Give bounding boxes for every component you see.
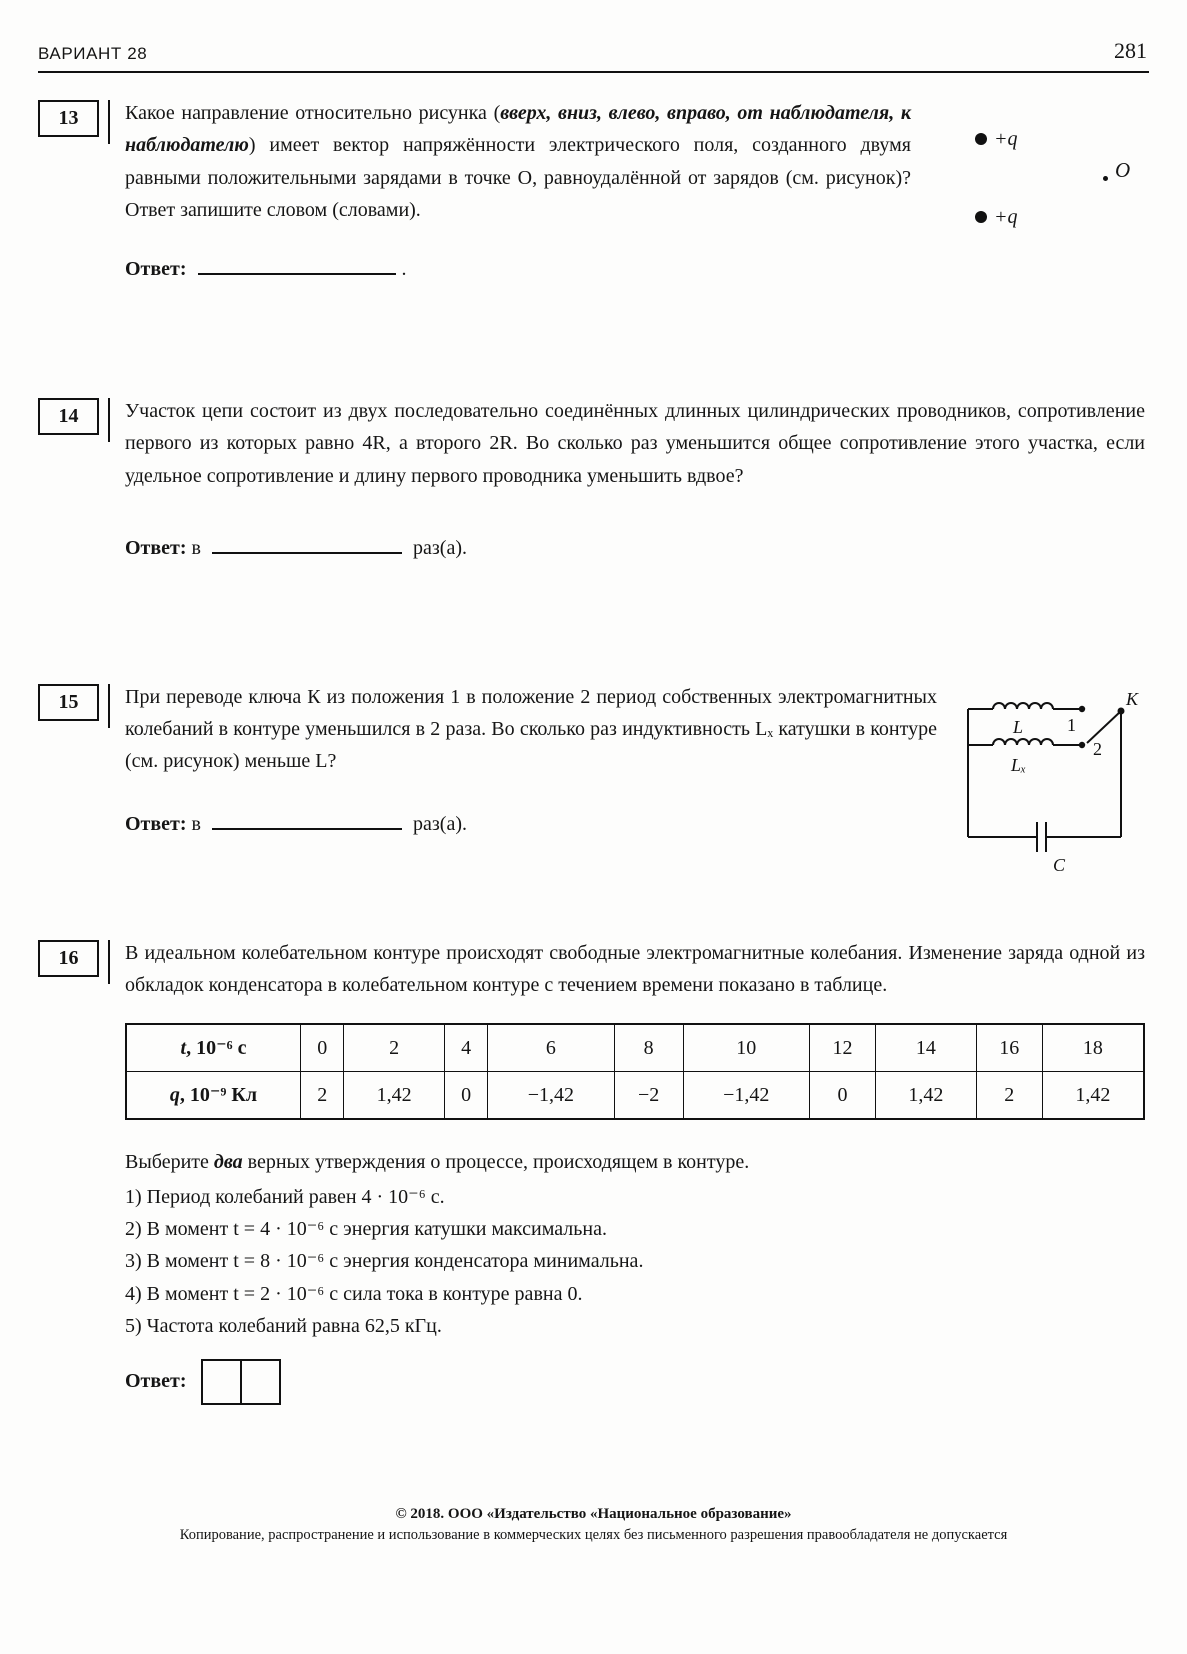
choose-instruction xyxy=(125,1146,1145,1178)
table-cell: 2 xyxy=(344,1024,444,1072)
table-cell: −1,42 xyxy=(488,1072,614,1120)
table-cell: 2 xyxy=(976,1072,1042,1120)
answer-label: Ответ: xyxy=(125,537,187,560)
problem-14-body xyxy=(125,395,1145,565)
charge-top-label: +q xyxy=(994,128,1018,150)
switch-pivot-dot xyxy=(1118,707,1125,714)
page-header xyxy=(0,0,1187,64)
statement-3: 3) В момент t = 8 · 10⁻⁶ с энергия конденсатора минимальна. xyxy=(125,1250,644,1273)
problem-13-body xyxy=(125,97,1145,285)
page-number: 281 xyxy=(1114,38,1147,63)
problem-16-tick xyxy=(108,940,110,984)
label-coil-Lx: Lₓ xyxy=(1011,754,1027,775)
table-cell: 4 xyxy=(444,1024,487,1072)
table-cell: 2 xyxy=(301,1072,344,1120)
circuit-svg xyxy=(953,679,1145,877)
table-cell: 1,42 xyxy=(1042,1072,1144,1120)
problem-15-text: При переводе ключа К из положения 1 в положение 2 период собственных электромагнитных колебаний в контуре уменьшился в 2 раза. Во сколько раз индуктивность Lₓ катушки в контуре (см. рисунок) меньше L? xyxy=(125,685,937,773)
table-row-charge xyxy=(126,1072,1144,1120)
point-o-label: O xyxy=(1115,158,1131,182)
problem-16 xyxy=(0,937,1187,1405)
problem-16-body xyxy=(125,937,1145,1405)
problem-15-tick xyxy=(108,684,110,728)
table-cell: 16 xyxy=(976,1024,1042,1072)
time-unit: , 10⁻⁶ с xyxy=(186,1037,247,1060)
problem-13-figure xyxy=(925,101,1145,239)
problem-14-tick xyxy=(108,398,110,442)
problem-13 xyxy=(0,97,1187,285)
charge-time-table xyxy=(125,1023,1145,1120)
problem-16-text: В идеальном колебательном контуре происходят свободные электромагнитные колебания. Изменение заряда одной из обкладок конденсатора в колебательном контуре с течением времени показано в таблице. xyxy=(125,941,1145,996)
problem-16-number-col xyxy=(38,937,125,1405)
problem-16-answer xyxy=(125,1359,1145,1405)
statement-2: 2) В момент t = 4 · 10⁻⁶ с энергия катушки максимальна. xyxy=(125,1218,607,1241)
label-key-K: K xyxy=(1126,688,1139,709)
problem-14 xyxy=(0,395,1187,565)
contact-2-dot xyxy=(1079,741,1085,747)
problem-14-number: 14 xyxy=(38,398,99,435)
table-cell: −1,42 xyxy=(683,1072,809,1120)
problem-13-text-end: ) имеет вектор напряжённости электрического поля, созданного двумя равными положительными зарядами в точке О, равноудалённой от зарядов (см. рисунок)? Ответ запишите словом (словами). xyxy=(125,134,911,222)
statement-4: 4) В момент t = 2 · 10⁻⁶ с сила тока в контуре равна 0. xyxy=(125,1282,583,1305)
problem-15-body xyxy=(125,681,1145,879)
table-cell: 12 xyxy=(809,1024,875,1072)
statement-1: 1) Период колебаний равен 4 · 10⁻⁶ с. xyxy=(125,1185,445,1208)
problem-13-answer xyxy=(125,253,1145,285)
answer-suffix: раз(а). xyxy=(413,537,467,560)
statement-5: 5) Частота колебаний равна 62,5 кГц. xyxy=(125,1315,442,1338)
charge-bottom xyxy=(975,201,1018,233)
table-cell: 10 xyxy=(683,1024,809,1072)
problem-13-number-col xyxy=(38,97,125,285)
problem-14-number-col xyxy=(38,395,125,565)
table-cell: −2 xyxy=(614,1072,683,1120)
charge-dot-icon xyxy=(975,211,987,223)
coil-L-icon xyxy=(993,703,1053,709)
label-coil-L: L xyxy=(1013,716,1024,737)
answer-blank-13[interactable] xyxy=(198,255,396,275)
charge-dot-icon xyxy=(975,133,987,145)
answer-prep: в xyxy=(191,537,201,560)
table-cell: 0 xyxy=(301,1024,344,1072)
table-cell: 18 xyxy=(1042,1024,1144,1072)
point-o xyxy=(1103,153,1130,187)
problem-13-number: 13 xyxy=(38,100,99,137)
problem-13-text-emphasis: вверх, вниз, влево, вправо, от наблюдателя, к наблюдателю xyxy=(125,102,911,157)
problem-13-tick xyxy=(108,100,110,144)
table-cell: 14 xyxy=(876,1024,976,1072)
variant-label: ВАРИАНТ 28 xyxy=(38,44,148,63)
choose-start: Выберите xyxy=(125,1151,214,1174)
answer-period: . xyxy=(401,257,407,280)
table-cell: 0 xyxy=(809,1072,875,1120)
table-cell: 1,42 xyxy=(876,1072,976,1120)
charge-top xyxy=(975,123,1018,155)
answer-suffix: раз(а). xyxy=(413,812,467,835)
page-footer xyxy=(0,1506,1187,1544)
charge-unit: , 10⁻⁹ Кл xyxy=(179,1084,258,1107)
answer-blank-15[interactable] xyxy=(212,810,402,830)
charge-bottom-label: +q xyxy=(994,206,1018,228)
header-rule xyxy=(38,71,1149,73)
legal-line: Копирование, распространение и использование в коммерческих целях без письменного разрешения правообладателя не допускается xyxy=(179,1527,1008,1543)
label-capacitor-C: C xyxy=(1053,854,1066,875)
label-contact-2: 2 xyxy=(1093,738,1102,759)
problem-14-text: Участок цепи состоит из двух последовательно соединённых длинных цилиндрических проводников, сопротивление первого из которых равно 4R, а второго 2R. Во сколько раз уменьшится общее сопротивление этого участка, если удельное сопротивление и длину первого проводника уменьшить вдвое? xyxy=(125,399,1145,487)
problem-14-answer xyxy=(125,532,1145,564)
statements-list xyxy=(125,1183,1145,1341)
answer-label: Ответ: xyxy=(125,812,187,835)
problem-16-number: 16 xyxy=(38,940,99,977)
table-row-time-label xyxy=(126,1024,301,1072)
table-cell: 6 xyxy=(488,1024,614,1072)
contact-1-dot xyxy=(1079,705,1085,711)
problem-13-text-start: Какое направление относительно рисунка ( xyxy=(125,102,501,124)
charge-var: q xyxy=(169,1084,180,1107)
answer-box-2[interactable] xyxy=(242,1359,281,1405)
point-dot-icon xyxy=(1103,176,1108,181)
problem-15 xyxy=(0,681,1187,879)
answer-boxes xyxy=(201,1359,281,1405)
choose-end: верных утверждения о процессе, происходящем в контуре. xyxy=(242,1151,750,1174)
table-row-charge-label xyxy=(126,1072,301,1120)
copyright-line: © 2018. ООО «Издательство «Национальное образование» xyxy=(395,1506,792,1522)
table-cell: 8 xyxy=(614,1024,683,1072)
table-cell: 1,42 xyxy=(344,1072,444,1120)
problem-15-number-col xyxy=(38,681,125,879)
answer-box-1[interactable] xyxy=(201,1359,242,1405)
answer-prep: в xyxy=(191,812,201,835)
table-row-time xyxy=(126,1024,1144,1072)
table-cell: 0 xyxy=(444,1072,487,1120)
problem-15-circuit-figure xyxy=(953,679,1145,877)
coil-Lx-icon xyxy=(993,739,1053,745)
time-var: t xyxy=(180,1037,187,1060)
choose-emphasis: два xyxy=(213,1151,243,1174)
answer-label: Ответ: xyxy=(125,257,187,280)
answer-blank-14[interactable] xyxy=(212,534,402,554)
problem-15-number: 15 xyxy=(38,684,99,721)
label-contact-1: 1 xyxy=(1067,714,1076,735)
answer-label: Ответ: xyxy=(125,1370,187,1393)
